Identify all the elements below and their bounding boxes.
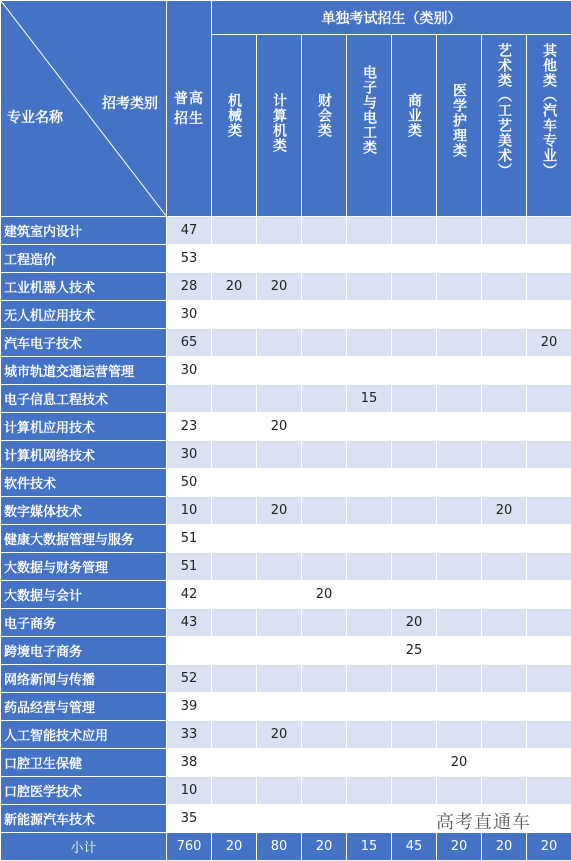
table-row	[1, 749, 571, 777]
category-quota-cell	[302, 441, 347, 469]
category-quota-cell	[347, 777, 392, 805]
category-quota-cell: 20	[257, 413, 302, 441]
category-quota-cell	[302, 777, 347, 805]
category-quota-cell	[437, 581, 482, 609]
table-row	[1, 413, 571, 441]
category-quota-cell	[392, 553, 437, 581]
major-name-cell: 城市轨道交通运营管理	[1, 357, 167, 385]
category-quota-cell	[212, 469, 257, 497]
category-quota-cell	[437, 217, 482, 245]
total-value-cell: 20	[527, 833, 571, 861]
category-quota-cell	[302, 301, 347, 329]
major-name-cell: 建筑室内设计	[1, 217, 167, 245]
category-quota-cell	[257, 805, 302, 833]
category-quota-cell	[302, 805, 347, 833]
category-quota-cell	[212, 329, 257, 357]
category-quota-cell	[212, 553, 257, 581]
category-quota-cell	[392, 245, 437, 273]
major-name-cell: 工业机器人技术	[1, 273, 167, 301]
general-quota-cell: 30	[167, 357, 212, 385]
general-quota-cell: 43	[167, 609, 212, 637]
category-quota-cell	[302, 385, 347, 413]
category-quota-cell	[212, 721, 257, 749]
category-quota-cell	[437, 385, 482, 413]
category-quota-cell	[392, 217, 437, 245]
table-row	[1, 609, 571, 637]
category-quota-cell	[392, 693, 437, 721]
major-name-cell: 计算机应用技术	[1, 413, 167, 441]
general-quota-cell: 51	[167, 553, 212, 581]
category-quota-cell	[347, 609, 392, 637]
category-quota-cell	[482, 777, 527, 805]
category-quota-cell	[527, 413, 571, 441]
major-name-cell: 电子商务	[1, 609, 167, 637]
category-quota-cell	[257, 553, 302, 581]
category-quota-cell	[527, 553, 571, 581]
category-quota-cell	[257, 245, 302, 273]
category-quota-cell	[437, 637, 482, 665]
general-quota-cell: 23	[167, 413, 212, 441]
category-quota-cell	[527, 245, 571, 273]
category-quota-cell	[212, 357, 257, 385]
category-quota-cell	[482, 441, 527, 469]
category-quota-cell	[347, 581, 392, 609]
general-quota-cell: 10	[167, 497, 212, 525]
category-quota-cell	[257, 329, 302, 357]
category-quota-cell	[437, 721, 482, 749]
category-quota-cell	[482, 273, 527, 301]
category-quota-cell	[527, 357, 571, 385]
table-row	[1, 525, 571, 553]
category-quota-cell	[212, 301, 257, 329]
major-name-cell: 药品经营与管理	[1, 693, 167, 721]
category-quota-cell	[392, 469, 437, 497]
table-row	[1, 357, 571, 385]
category-quota-cell	[347, 217, 392, 245]
category-quota-cell: 20	[527, 329, 571, 357]
category-quota-cell: 25	[392, 637, 437, 665]
table-row	[1, 245, 571, 273]
category-quota-cell	[482, 217, 527, 245]
table-row	[1, 385, 571, 413]
category-quota-cell	[527, 693, 571, 721]
category-quota-cell	[527, 273, 571, 301]
category-quota-cell	[212, 693, 257, 721]
table-row	[1, 469, 571, 497]
category-quota-cell	[257, 357, 302, 385]
category-header-4: 电子与电工类	[347, 35, 392, 217]
major-axis-label: 专业名称	[7, 107, 63, 127]
table-row	[1, 637, 571, 665]
category-quota-cell	[392, 301, 437, 329]
category-quota-cell	[482, 301, 527, 329]
category-quota-cell	[527, 721, 571, 749]
category-quota-cell	[437, 609, 482, 637]
total-value-cell: 80	[257, 833, 302, 861]
major-name-cell: 人工智能技术应用	[1, 721, 167, 749]
major-name-cell: 计算机网络技术	[1, 441, 167, 469]
general-quota-cell: 47	[167, 217, 212, 245]
category-quota-cell	[302, 665, 347, 693]
total-value-cell: 20	[212, 833, 257, 861]
category-quota-cell	[347, 805, 392, 833]
category-quota-cell	[257, 441, 302, 469]
category-quota-cell	[347, 301, 392, 329]
category-quota-cell	[392, 805, 437, 833]
table-row	[1, 553, 571, 581]
major-name-cell: 汽车电子技术	[1, 329, 167, 357]
category-quota-cell	[212, 441, 257, 469]
category-quota-cell	[257, 469, 302, 497]
category-header-1: 机械类	[212, 35, 257, 217]
major-name-cell: 电子信息工程技术	[1, 385, 167, 413]
general-quota-cell: 38	[167, 749, 212, 777]
category-quota-cell	[212, 609, 257, 637]
general-quota-cell	[167, 385, 212, 413]
general-quota-cell: 30	[167, 301, 212, 329]
total-value-cell: 760	[167, 833, 212, 861]
category-quota-cell	[482, 357, 527, 385]
category-quota-cell	[437, 413, 482, 441]
category-quota-cell	[527, 777, 571, 805]
general-quota-cell: 39	[167, 693, 212, 721]
category-quota-cell	[302, 357, 347, 385]
category-quota-cell	[527, 301, 571, 329]
category-quota-cell	[302, 497, 347, 525]
category-quota-cell	[437, 245, 482, 273]
category-quota-cell	[482, 329, 527, 357]
category-quota-cell	[257, 637, 302, 665]
category-quota-cell	[302, 721, 347, 749]
table-row	[1, 665, 571, 693]
category-quota-cell	[482, 665, 527, 693]
category-quota-cell	[302, 469, 347, 497]
category-quota-cell	[257, 693, 302, 721]
general-quota-cell: 51	[167, 525, 212, 553]
table-row	[1, 301, 571, 329]
category-quota-cell	[437, 665, 482, 693]
category-quota-cell	[437, 273, 482, 301]
general-quota-cell: 50	[167, 469, 212, 497]
category-quota-cell	[347, 441, 392, 469]
category-quota-cell	[482, 413, 527, 441]
category-quota-cell	[392, 329, 437, 357]
general-admission-header: 普高招生	[167, 1, 212, 217]
category-quota-cell	[347, 469, 392, 497]
category-quota-cell	[212, 497, 257, 525]
category-quota-cell	[482, 553, 527, 581]
category-quota-cell	[392, 777, 437, 805]
category-header-8: 其他类（汽车专业）	[527, 35, 571, 217]
category-quota-cell	[527, 525, 571, 553]
general-quota-cell: 65	[167, 329, 212, 357]
major-name-cell: 网络新闻与传播	[1, 665, 167, 693]
category-quota-cell	[347, 357, 392, 385]
category-quota-cell	[392, 525, 437, 553]
category-quota-cell	[482, 693, 527, 721]
category-quota-cell	[257, 777, 302, 805]
category-quota-cell	[302, 525, 347, 553]
category-quota-cell	[482, 637, 527, 665]
category-quota-cell	[527, 749, 571, 777]
category-quota-cell	[212, 525, 257, 553]
major-name-cell: 跨境电子商务	[1, 637, 167, 665]
category-quota-cell	[482, 385, 527, 413]
category-quota-cell	[302, 217, 347, 245]
major-name-cell: 口腔卫生保健	[1, 749, 167, 777]
category-quota-cell	[527, 805, 571, 833]
total-value-cell: 20	[302, 833, 347, 861]
category-quota-cell: 20	[257, 721, 302, 749]
category-quota-cell: 15	[347, 385, 392, 413]
total-value-cell: 20	[482, 833, 527, 861]
table-row	[1, 329, 571, 357]
category-quota-cell	[257, 581, 302, 609]
category-quota-cell	[527, 385, 571, 413]
category-quota-cell	[527, 637, 571, 665]
category-quota-cell	[527, 581, 571, 609]
category-quota-cell	[212, 413, 257, 441]
table-row	[1, 273, 571, 301]
category-quota-cell	[482, 469, 527, 497]
category-quota-cell	[257, 525, 302, 553]
category-quota-cell	[347, 329, 392, 357]
category-quota-cell: 20	[257, 497, 302, 525]
category-quota-cell	[527, 497, 571, 525]
category-quota-cell	[437, 469, 482, 497]
category-quota-cell	[347, 749, 392, 777]
general-quota-cell: 33	[167, 721, 212, 749]
category-quota-cell	[302, 553, 347, 581]
category-quota-cell	[347, 525, 392, 553]
category-quota-cell	[257, 749, 302, 777]
category-quota-cell	[527, 441, 571, 469]
category-quota-cell: 20	[392, 609, 437, 637]
table-row	[1, 693, 571, 721]
category-quota-cell	[392, 357, 437, 385]
category-quota-cell	[392, 749, 437, 777]
total-value-cell: 15	[347, 833, 392, 861]
category-quota-cell	[527, 609, 571, 637]
category-quota-cell: 20	[302, 581, 347, 609]
general-quota-cell: 35	[167, 805, 212, 833]
category-header-3: 财会类	[302, 35, 347, 217]
category-quota-cell	[437, 525, 482, 553]
major-name-cell: 健康大数据管理与服务	[1, 525, 167, 553]
table-row	[1, 497, 571, 525]
category-quota-cell	[347, 693, 392, 721]
category-quota-cell	[302, 245, 347, 273]
corner-header-cell	[1, 1, 167, 217]
category-quota-cell	[257, 217, 302, 245]
category-quota-cell	[437, 693, 482, 721]
table-row	[1, 721, 571, 749]
category-quota-cell	[347, 245, 392, 273]
general-quota-cell	[167, 637, 212, 665]
category-quota-cell	[347, 413, 392, 441]
general-quota-cell: 53	[167, 245, 212, 273]
category-header-7: 艺术类（工艺美术）	[482, 35, 527, 217]
category-quota-cell	[392, 413, 437, 441]
category-quota-cell	[437, 357, 482, 385]
table-row	[1, 217, 571, 245]
major-name-cell: 口腔医学技术	[1, 777, 167, 805]
table-row	[1, 581, 571, 609]
category-quota-cell	[527, 665, 571, 693]
category-quota-cell	[302, 273, 347, 301]
category-quota-cell	[482, 721, 527, 749]
category-quota-cell	[527, 217, 571, 245]
table-row	[1, 777, 571, 805]
category-quota-cell	[437, 301, 482, 329]
category-quota-cell	[257, 301, 302, 329]
category-quota-cell	[392, 497, 437, 525]
category-quota-cell	[392, 721, 437, 749]
general-quota-cell: 10	[167, 777, 212, 805]
category-quota-cell	[347, 721, 392, 749]
category-quota-cell: 20	[212, 273, 257, 301]
category-quota-cell	[482, 525, 527, 553]
category-quota-cell	[437, 329, 482, 357]
category-quota-cell: 20	[257, 273, 302, 301]
category-quota-cell	[212, 749, 257, 777]
category-quota-cell	[212, 637, 257, 665]
category-quota-cell	[212, 385, 257, 413]
category-quota-cell	[302, 637, 347, 665]
category-quota-cell	[257, 609, 302, 637]
category-quota-cell	[347, 553, 392, 581]
major-name-cell: 大数据与会计	[1, 581, 167, 609]
major-name-cell: 数字媒体技术	[1, 497, 167, 525]
general-quota-cell: 42	[167, 581, 212, 609]
category-quota-cell	[347, 273, 392, 301]
category-quota-cell	[482, 581, 527, 609]
category-quota-cell	[392, 581, 437, 609]
category-quota-cell	[212, 217, 257, 245]
category-quota-cell	[482, 245, 527, 273]
category-quota-cell: 20	[482, 497, 527, 525]
category-quota-cell	[212, 245, 257, 273]
category-quota-cell	[437, 777, 482, 805]
major-name-cell: 大数据与财务管理	[1, 553, 167, 581]
general-quota-cell: 52	[167, 665, 212, 693]
total-value-cell: 20	[437, 833, 482, 861]
category-quota-cell	[257, 665, 302, 693]
category-header-5: 商业类	[392, 35, 437, 217]
category-quota-cell	[527, 469, 571, 497]
category-quota-cell	[437, 553, 482, 581]
category-quota-cell	[347, 637, 392, 665]
category-quota-cell	[392, 273, 437, 301]
category-quota-cell	[437, 497, 482, 525]
category-quota-cell	[392, 441, 437, 469]
general-quota-cell: 28	[167, 273, 212, 301]
total-label: 小计	[1, 833, 167, 861]
category-quota-cell	[212, 777, 257, 805]
category-quota-cell	[302, 329, 347, 357]
category-quota-cell: 20	[437, 749, 482, 777]
general-quota-cell: 30	[167, 441, 212, 469]
category-quota-cell	[347, 665, 392, 693]
category-quota-cell	[392, 385, 437, 413]
category-quota-cell	[482, 609, 527, 637]
major-name-cell: 无人机应用技术	[1, 301, 167, 329]
category-quota-cell	[302, 609, 347, 637]
table-row	[1, 441, 571, 469]
category-quota-cell	[302, 413, 347, 441]
category-quota-cell	[482, 749, 527, 777]
total-value-cell: 45	[392, 833, 437, 861]
category-quota-cell	[347, 497, 392, 525]
category-quota-cell	[437, 441, 482, 469]
major-name-cell: 工程造价	[1, 245, 167, 273]
category-quota-cell	[212, 581, 257, 609]
category-axis-label: 招考类别	[102, 93, 158, 113]
category-quota-cell	[212, 805, 257, 833]
category-quota-cell	[302, 693, 347, 721]
major-name-cell: 新能源汽车技术	[1, 805, 167, 833]
category-header-6: 医学护理类	[437, 35, 482, 217]
major-name-cell: 软件技术	[1, 469, 167, 497]
category-header-2: 计算机类	[257, 35, 302, 217]
watermark-text: 高考直通车	[436, 808, 531, 834]
category-quota-cell	[212, 665, 257, 693]
single-exam-header: 单独考试招生（类别）	[212, 1, 571, 35]
category-quota-cell	[302, 749, 347, 777]
category-quota-cell	[257, 385, 302, 413]
category-quota-cell	[392, 665, 437, 693]
total-row	[1, 833, 571, 861]
